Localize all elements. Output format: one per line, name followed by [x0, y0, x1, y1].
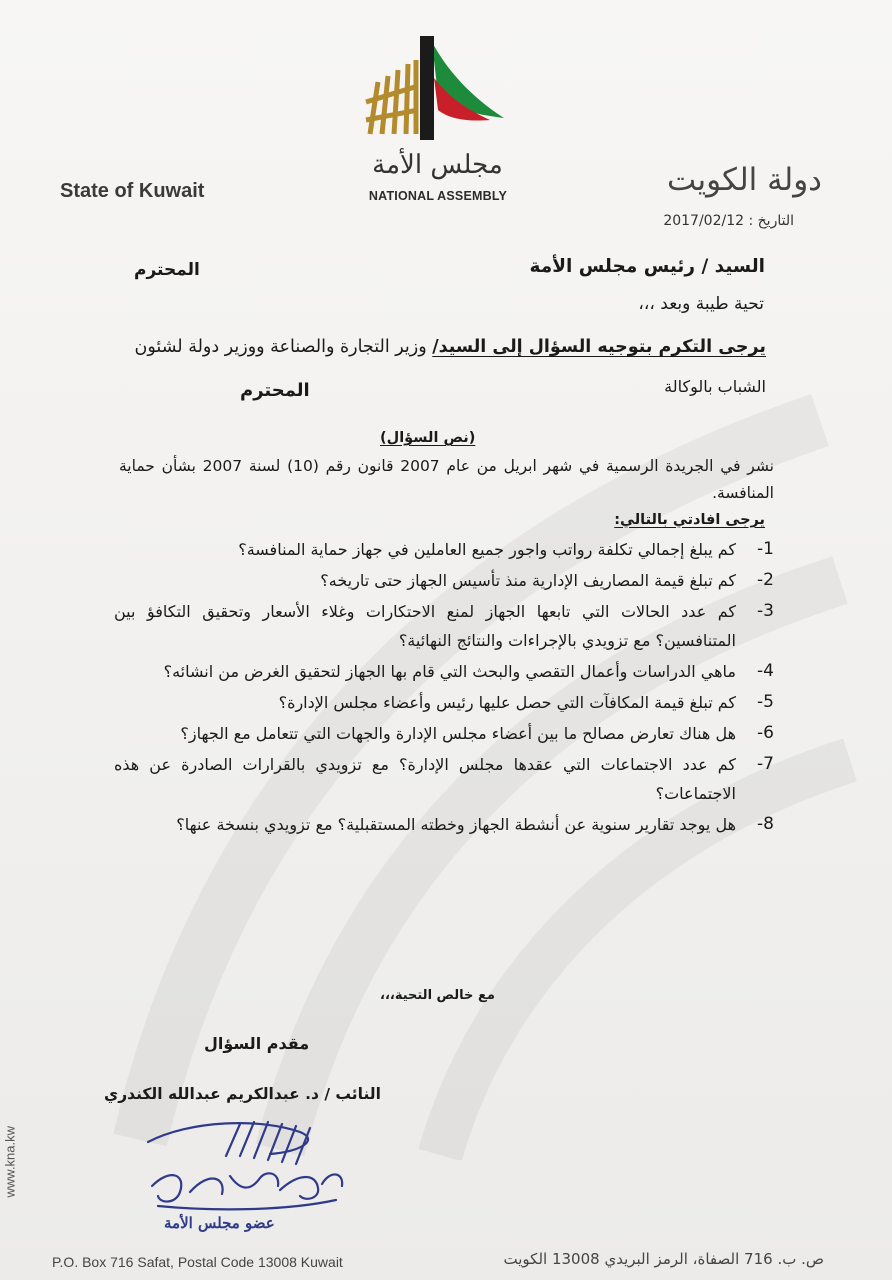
logo-arabic-title: مجلس الأمة [372, 150, 503, 180]
question-text: هل هناك تعارض مصالح ما بين أعضاء مجلس الإدارة والجهات التي تتعامل مع الجهاز؟ [180, 724, 736, 743]
logo-english-title: NATIONAL ASSEMBLY [368, 189, 508, 203]
questions-list [114, 535, 774, 841]
website-url: www.kna.kw [2, 1125, 18, 1198]
addressee: السيد / رئيس مجلس الأمة [529, 256, 765, 277]
list-item [114, 750, 774, 808]
request-bold: يرجى التكرم بتوجيه السؤال إلى السيد/ [432, 337, 766, 357]
request-minister: وزير التجارة والصناعة ووزير دولة لشئون [134, 337, 433, 357]
list-item [114, 566, 774, 595]
list-item [114, 688, 774, 717]
question-number: -7 [757, 754, 774, 774]
list-item [114, 810, 774, 839]
stamp-title: عضو مجلس الأمة [164, 1214, 275, 1232]
request-line [135, 337, 766, 357]
question-number: -6 [757, 723, 774, 743]
question-number: -5 [757, 692, 774, 712]
list-item [114, 535, 774, 564]
question-number: -8 [757, 814, 774, 834]
question-text: كم عدد الحالات التي تابعها الجهاز لمنع الاحتكارات وغلاء الأسعار وتحقيق التكافؤ بين المتنافسين؟ مع تزويدي بالإجراءات والنتائج النهائية؟ [114, 602, 736, 650]
please-inform: يرجى افادتي بالتالي: [614, 512, 765, 528]
submitter-label: مقدم السؤال [204, 1034, 310, 1053]
footer-address-en: P.O. Box 716 Safat, Postal Code 13008 Kuwait [52, 1254, 343, 1270]
respected-label: المحترم [134, 260, 200, 280]
deputy-name: النائب / د. عبدالكريم عبدالله الكندري [104, 1085, 381, 1103]
closing: مع خالص التحية،،، [380, 988, 495, 1003]
list-item [114, 719, 774, 748]
state-of-kuwait-en: State of Kuwait [60, 180, 205, 202]
question-text: كم عدد الاجتماعات التي عقدها مجلس الإدارة؟ مع تزويدي بالقرارات الصادرة عن هذه الاجتماعات؟ [114, 755, 736, 803]
request-line-2: الشباب بالوكالة [664, 377, 766, 396]
question-number: -4 [757, 661, 774, 681]
greeting: تحية طيبة وبعد ،،، [638, 294, 764, 314]
question-heading: (نص السؤال) [380, 430, 476, 446]
footer-address-ar: ص. ب. 716 الصفاة، الرمز البريدي 13008 الكويت [503, 1250, 824, 1268]
list-item [114, 597, 774, 655]
state-of-kuwait-ar: دولة الكويت [667, 162, 822, 198]
question-number: -1 [757, 539, 774, 559]
question-number: -2 [757, 570, 774, 590]
question-text: كم يبلغ إجمالي تكلفة رواتب واجور جميع العاملين في جهاز حماية المنافسة؟ [238, 540, 736, 559]
question-text: كم تبلغ قيمة المكافآت التي حصل عليها رئيس وأعضاء مجلس الإدارة؟ [278, 693, 736, 712]
question-number: -3 [757, 601, 774, 621]
question-text: كم تبلغ قيمة المصاريف الإدارية منذ تأسيس الجهاز حتى تاريخه؟ [320, 571, 736, 590]
national-assembly-logo-icon [352, 30, 522, 208]
respected-label-2: المحترم [240, 380, 310, 401]
list-item [114, 657, 774, 686]
question-intro: نشر في الجريدة الرسمية في شهر ابريل من عام 2007 قانون رقم (10) لسنة 2007 بشأن حماية المنافسة. [119, 457, 774, 502]
letter-date: التاريخ : 2017/02/12 [663, 213, 794, 229]
question-text: ماهي الدراسات وأعمال التقصي والبحث التي قام بها الجهاز لتحقيق الغرض من انشائه؟ [163, 662, 736, 681]
question-text: هل يوجد تقارير سنوية عن أنشطة الجهاز وخطته المستقبلية؟ مع تزويدي بنسخة عنها؟ [176, 815, 736, 834]
